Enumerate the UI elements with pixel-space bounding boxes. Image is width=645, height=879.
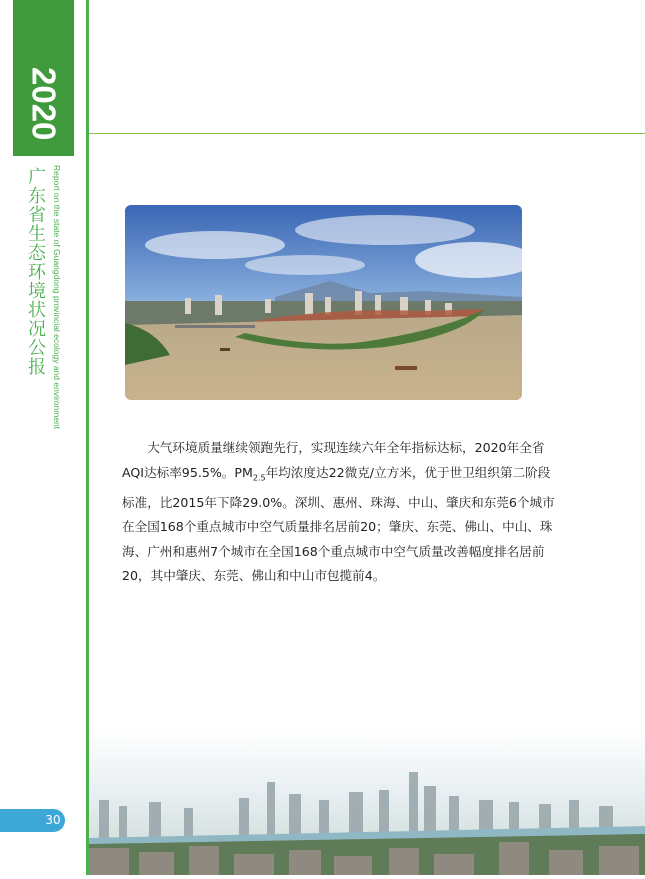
- pm25-subscript: 2.5: [252, 473, 266, 483]
- year-tab: [13, 0, 74, 156]
- cityscape-svg: [89, 730, 645, 875]
- report-title-cn: 广东省生态环境状况公报: [25, 167, 46, 376]
- report-title-en: Report on the state of Guangdong provincial ecology and environment: [52, 165, 62, 430]
- river-city-photo-svg: [125, 205, 522, 400]
- paragraph-part-1: 大气环境质量继续领跑先行，实现连续六年全年指标达标，2020年全省AQI达标率95.5%。PM: [122, 440, 545, 480]
- paragraph-part-2: 年均浓度达22微克/立方米，优于世卫组织第二阶段标准，比2015年下降29.0%。深圳、惠州、珠海、中山、肇庆和东莞6个城市在全国168个重点城市中空气质量排名居前20；肇庆、东莞、佛山、中山、珠海、广州和惠州7个城市在全国168个重点城市中空气质量改善幅度排名居前20，其中肇庆、东莞、佛山和中山市包揽前4。: [122, 464, 555, 584]
- year-label: 2020: [25, 67, 63, 141]
- river-city-photo: [125, 205, 522, 400]
- header-divider: [89, 133, 645, 134]
- aqi-paragraph: [122, 436, 562, 589]
- page-number: 30: [45, 813, 61, 827]
- cityscape-image: [89, 730, 645, 875]
- body-text: [122, 436, 562, 589]
